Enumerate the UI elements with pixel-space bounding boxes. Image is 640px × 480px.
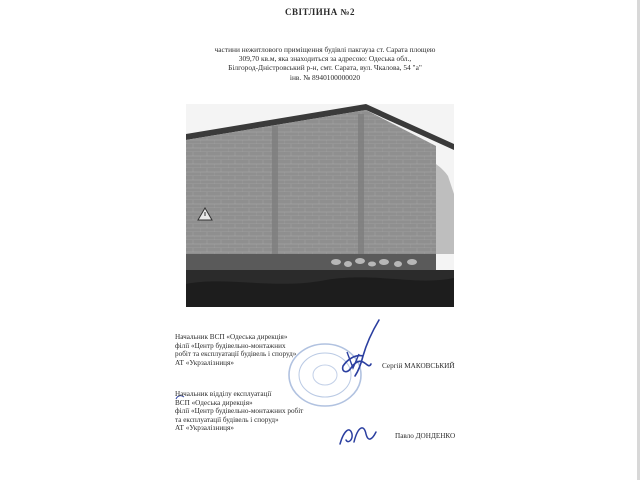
position-line: філії «Центр будівельно-монтажних (175, 341, 286, 350)
photo-caption (180, 45, 470, 82)
position-line: Начальник ВСП «Одеська дирекція» (175, 333, 288, 341)
signature-makovskyi (333, 316, 391, 382)
caption-line: 309,70 кв.м, яка знаходиться за адресою: Одеська обл., (238, 54, 412, 64)
position-line: ВСП «Одеська дирекція» (175, 398, 253, 407)
caption-line: частини нежитлового приміщення будівлі пакгауза ст. Сарата площею (214, 45, 436, 54)
signatory-2-name: Павло ДОНДЕНКО (395, 432, 456, 440)
signatory-1-name: Сергій МАКОВСЬКИЙ (382, 362, 455, 370)
position-line: та експлуатації будівель і споруд» (175, 415, 279, 424)
position-line: АТ «Укрзалізниця» (175, 358, 234, 367)
caption-line: Білгород-Дністровський р-н, смт. Сарата, вул. Чкалова, 54 "а" (228, 63, 422, 73)
building-photo (186, 104, 454, 307)
signature-dondenko (336, 420, 381, 450)
position-line: АТ «Укрзалізниця» (175, 424, 234, 433)
signatory-2-position (175, 390, 303, 433)
position-line: філії «Центр будівельно-монтажних робіт (175, 407, 304, 416)
position-line: Начальник відділу експлуатації (175, 390, 272, 398)
document-title: СВІТЛИНА №2 (284, 7, 356, 17)
caption-line: інв. № 8940100000020 (289, 72, 361, 82)
position-line: робіт та експлуатації будівель і споруд» (175, 350, 297, 359)
signatory-1-position (175, 333, 296, 367)
